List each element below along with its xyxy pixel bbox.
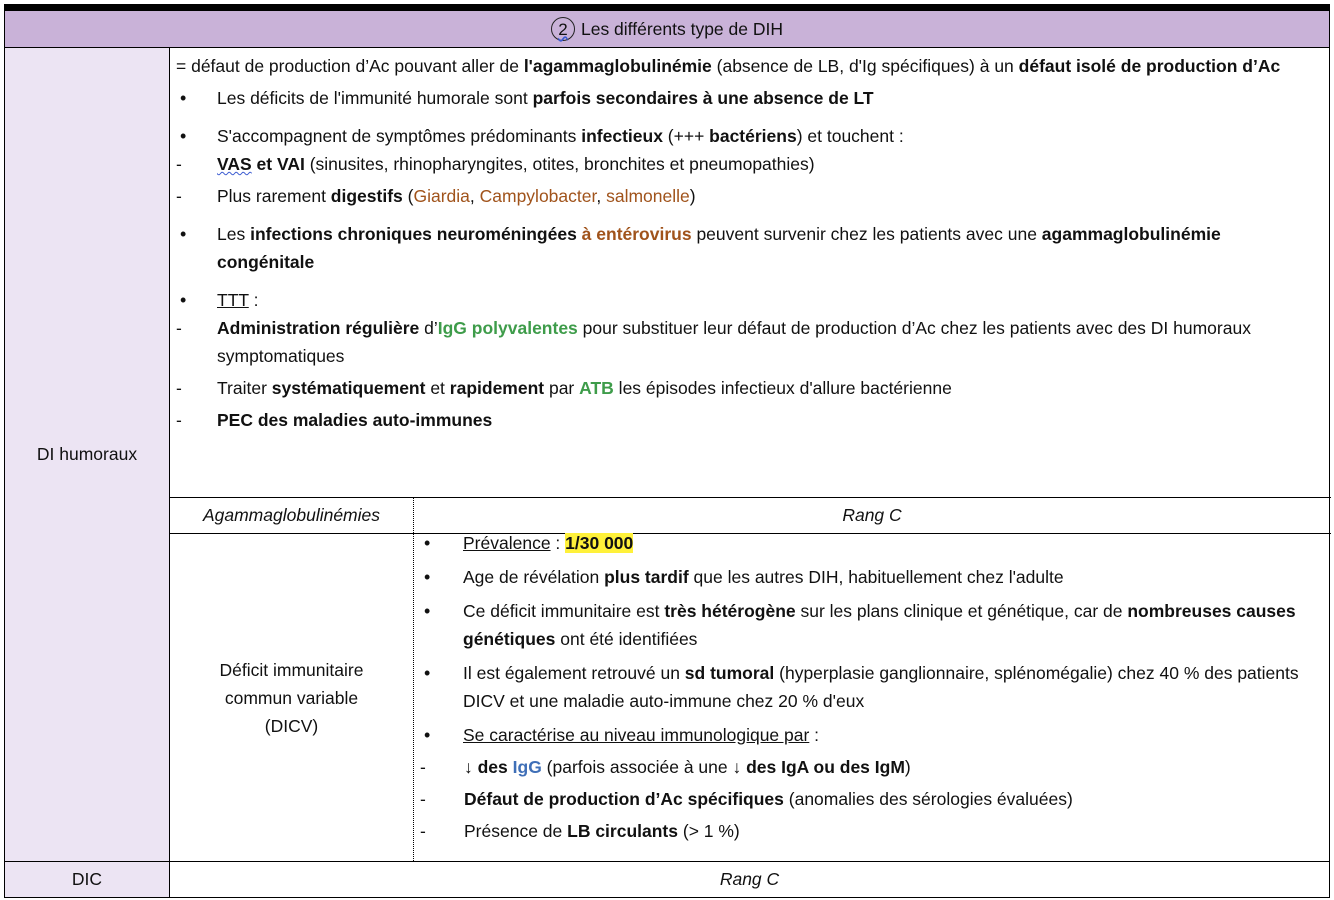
arrow-down-icon: ↓	[464, 757, 473, 777]
list-item	[420, 659, 1320, 715]
text: ) et touchent :	[796, 126, 904, 146]
text: Ce déficit immunitaire est	[463, 601, 665, 621]
text: peuvent survenir chez les patients avec une	[691, 224, 1042, 244]
bold-text: très hétérogène	[664, 601, 796, 621]
bold-text: PEC des maladies auto-immunes	[217, 410, 493, 430]
bold-text: Défaut de production d’Ac spécifiques	[464, 789, 784, 809]
text: (sinusites, rhinopharyngites, otites, bronchites et pneumopathies)	[304, 154, 815, 174]
colored-text: ATB	[579, 378, 614, 398]
list-item	[420, 785, 1320, 813]
text: et	[425, 378, 450, 398]
text: Il est également retrouvé un	[463, 663, 685, 683]
text: sur les plans clinique et génétique, car de	[795, 601, 1128, 621]
list-item	[176, 314, 1321, 370]
arrow-down-icon: ↓	[732, 757, 742, 777]
bold-text: sd tumoral	[684, 663, 775, 683]
list-item	[176, 286, 1321, 434]
text: (> 1 %)	[678, 821, 740, 841]
text: :	[248, 290, 259, 310]
text: les épisodes infectieux d'allure bactérienne	[613, 378, 952, 398]
text: Les déficits de l'immunité humorale sont	[217, 88, 533, 108]
dic-rang-cell	[170, 861, 1329, 897]
bold-text: Administration régulière	[217, 318, 420, 338]
text: )	[904, 757, 911, 777]
bold-text: nombreuses causes génétiques	[463, 601, 1296, 649]
dicv-label-line2: commun variable	[224, 687, 359, 708]
text: (anomalies des sérologies évaluées)	[783, 789, 1073, 809]
text: (parfois associée à une	[541, 757, 733, 777]
section-number-circle: 2	[551, 17, 575, 41]
text: S'accompagnent de symptômes prédominants	[217, 126, 582, 146]
colored-text: IgG	[512, 757, 542, 777]
row-label-dic	[5, 861, 170, 897]
bold-text: systématiquement	[271, 378, 426, 398]
bold-text: infectieux	[581, 126, 663, 146]
text: ,	[469, 186, 480, 206]
bold-text: parfois secondaires à une absence de LT	[532, 88, 874, 108]
bold-text: rapidement	[449, 378, 545, 398]
bold-text: plus tardif	[604, 567, 689, 587]
text: Age de révélation	[463, 567, 605, 587]
dotted-divider	[413, 497, 414, 861]
list-item	[176, 406, 1321, 434]
row-label-dic-text: DIC	[71, 869, 103, 889]
text: :	[809, 725, 820, 745]
underlined-text: TTT	[217, 290, 249, 310]
table-title: Les différents type de DIH	[580, 18, 783, 39]
list-item	[176, 220, 1321, 276]
underlined-text: Prévalence	[463, 533, 551, 553]
di-humoraux-content	[176, 52, 1321, 434]
row-label-di-humoraux	[5, 48, 170, 861]
text: (	[402, 186, 414, 206]
colored-text: salmonelle	[606, 186, 690, 206]
text: ,	[596, 186, 607, 206]
bold-text: des	[472, 757, 513, 777]
list-item	[176, 182, 1321, 210]
bold-text: digestifs	[330, 186, 403, 206]
row-label-text: DI humoraux	[36, 444, 138, 464]
text: (+++	[662, 126, 710, 146]
text: Les	[217, 224, 251, 244]
list-item	[176, 150, 1321, 178]
intro-text: = défaut de production d’Ac pouvant aller de	[176, 56, 524, 76]
dic-rang-text: Rang C	[719, 869, 780, 889]
list-item	[176, 84, 1321, 112]
bold-text: VAS	[217, 154, 252, 174]
text: (hyperplasie ganglionnaire, splénomégalie) chez 40 % des patients DICV et une maladie auto-immune chez 20 % d'eux	[463, 663, 1299, 711]
intro-bold: défaut isolé de production d’Ac	[1018, 56, 1281, 76]
subheader-right-text: Rang C	[842, 505, 902, 525]
text: que les autres DIH, habituellement chez l'adulte	[688, 567, 1064, 587]
underlined-text: Se caractérise au niveau immunologique par	[463, 725, 810, 745]
list-item	[420, 817, 1320, 845]
dicv-label-line1: Déficit immunitaire	[219, 659, 364, 680]
list-item	[420, 529, 1320, 557]
text: )	[689, 186, 696, 206]
colored-text: IgG polyvalentes	[437, 318, 578, 338]
list-item	[420, 721, 1320, 845]
subheader-left-text: Agammaglobulinémies	[202, 505, 381, 525]
dicv-label-cell	[170, 534, 413, 861]
dicv-content	[420, 529, 1320, 845]
dash-list	[176, 150, 1321, 210]
text: par	[544, 378, 580, 398]
dash-list	[420, 753, 1320, 845]
list-item	[420, 753, 1320, 781]
dash-list	[176, 314, 1321, 434]
intro-text: (absence de LB, d'Ig spécifiques) à un	[711, 56, 1019, 76]
text: pour substituer leur défaut de production d’Ac chez les patients avec des DI humoraux symptomatiques	[217, 318, 1251, 366]
table-title-row	[5, 11, 1329, 48]
intro-bold: l'agammaglobulinémie	[523, 56, 712, 76]
subheader-agammaglobulinemies	[170, 497, 413, 534]
bold-text: des IgA ou des IgM	[741, 757, 905, 777]
text: :	[550, 533, 566, 553]
text: d’	[419, 318, 438, 338]
dicv-label-line3: (DICV)	[264, 715, 319, 736]
text: Plus rarement	[217, 186, 331, 206]
highlighted-text: 1/30 000	[565, 533, 634, 553]
list-item	[420, 563, 1320, 591]
list-item	[176, 374, 1321, 402]
text: ont été identifiées	[555, 629, 698, 649]
list-item	[420, 597, 1320, 653]
bold-text: et VAI	[251, 154, 305, 174]
colored-text: à entérovirus	[581, 224, 692, 244]
bold-text: LB circulants	[567, 821, 678, 841]
dicv-bullet-list	[420, 529, 1320, 845]
bold-text: bactériens	[709, 126, 797, 146]
intro-paragraph	[176, 52, 1321, 80]
colored-text: Giardia	[413, 186, 470, 206]
list-item	[176, 122, 1321, 210]
text: Présence de	[464, 821, 568, 841]
bold-text: infections chroniques neuroméningées	[250, 224, 582, 244]
text: Traiter	[217, 378, 272, 398]
bold-text: agammaglobulinémie congénitale	[217, 224, 1221, 272]
colored-text: Campylobacter	[479, 186, 597, 206]
bullet-list	[176, 84, 1321, 434]
